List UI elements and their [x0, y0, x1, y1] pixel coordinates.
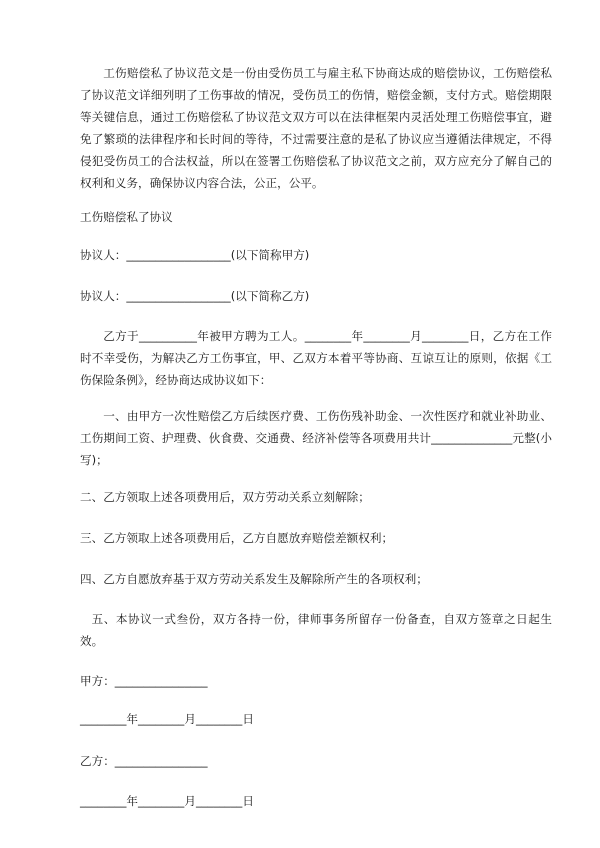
clause-3: 三、乙方领取上述各项费用后，乙方自愿放弃赔偿差额权利； [80, 531, 394, 545]
party-a-line: 协议人：__________________(以下简称甲方) [80, 248, 310, 262]
intro-paragraph: 工伤赔偿私了协议范文是一份由受伤员工与雇主私下协商达成的赔偿协议，工伤赔偿私了协议范文详细列明了工伤事故的情况，受伤员工的伤情，赔偿金额，支付方式。赔偿期限等关键信息，通过工伤赔偿私了协议范文双方可以在法律框架内灵活处理工伤赔偿事宜，避免了繁琐的法律程序和长时间的等待，不过需要注意的是私了协议应当遵循法律规定，不得侵犯受伤员工的合法权益，所以在签署工伤赔偿私了协议范文之前，双方应充分了解自己的权利和义务，确保协议内容合法，公正，公平。 [80, 66, 552, 190]
signature-party-b: 乙方：________________ [80, 754, 208, 768]
clause-4: 四、乙方自愿放弃基于双方劳动关系发生及解除所产生的各项权利； [80, 572, 428, 586]
date-party-b: ________年________月________日 [80, 794, 254, 808]
document-title: 工伤赔偿私了协议 [80, 210, 173, 224]
date-party-a: ________年________月________日 [80, 712, 254, 726]
clause-5: 五、本协议一式叁份，双方各持一份，律师事务所留存一份备查，自双方签章之日起生效。 [80, 612, 552, 648]
preamble-paragraph: 乙方于__________年被甲方聘为工人。________年________月________日，乙方在工作时不幸受伤，为解决乙方工伤事宜，甲、乙双方本着平等协商、互谅互让的原则，依据《工伤保险条例》，经协商达成协议如下： [80, 329, 552, 387]
clause-2: 二、乙方领取上述各项费用后，双方劳动关系立刻解除； [80, 490, 370, 504]
clause-1: 一、由甲方一次性赔偿乙方后续医疗费、工伤伤残补助金、一次性医疗和就业补助业、工伤期间工资、护理费、伙食费、交通费、经济补偿等各项费用共计______________元整(小写)； [80, 409, 552, 467]
party-b-line: 协议人：__________________(以下简称乙方) [80, 289, 310, 303]
signature-party-a: 甲方：________________ [80, 674, 208, 688]
